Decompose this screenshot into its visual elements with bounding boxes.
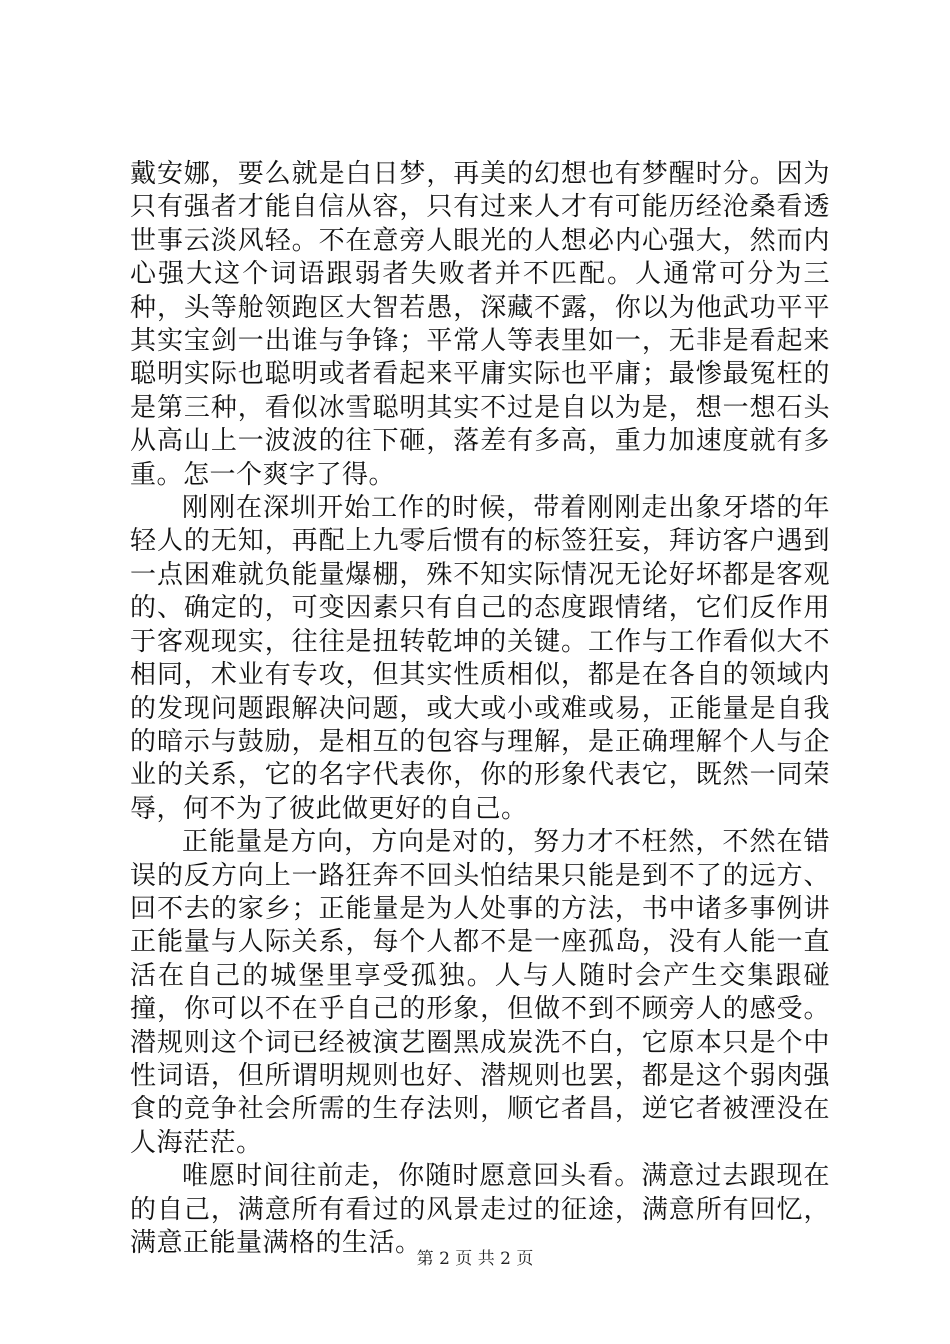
- paragraph-continued: 戴安娜，要么就是白日梦，再美的幻想也有梦醒时分。因为只有强者才能自信从容，只有过来人才有可能历经沧桑看透世事云淡风轻。不在意旁人眼光的人想必内心强大，然而内心强大这个词语跟弱者失败者并不匹配。人通常可分为三种，头等舱领跑区大智若愚，深藏不露，你以为他武功平平其实宝剑一出谁与争锋；平常人等表里如一，无非是看起来聪明实际也聪明或者看起来平庸实际也平庸；最惨最冤枉的是第三种，看似冰雪聪明其实不过是自以为是，想一想石头从高山上一波波的往下砸，落差有多高，重力加速度就有多重。怎一个爽字了得。: [130, 159, 830, 490]
- paragraph: 正能量是方向，方向是对的，努力才不枉然，不然在错误的反方向上一路狂奔不回头怕结果只能是到不了的远方、回不去的家乡；正能量是为人处事的方法，书中诸多事例讲正能量与人际关系，每个人都不是一座孤岛，没有人能一直活在自己的城堡里享受孤独。人与人随时会产生交集跟碰撞，你可以不在乎自己的形象，但做不到不顾旁人的感受。潜规则这个词已经被演艺圈黑成炭洗不白，它原本只是个中性词语，但所谓明规则也好、潜规则也罢，都是这个弱肉强食的竞争社会所需的生存法则，顺它者昌，逆它者被湮没在人海茫茫。: [130, 827, 830, 1158]
- paragraph: 唯愿时间往前走，你随时愿意回头看。满意过去跟现在的自己，满意所有看过的风景走过的征途，满意所有回忆，满意正能量满格的生活。: [130, 1161, 830, 1258]
- page-footer: 第 2 页 共 2 页: [416, 1249, 534, 1269]
- document-body: [130, 158, 830, 1260]
- paragraph: 刚刚在深圳开始工作的时候，带着刚刚走出象牙塔的年轻人的无知，再配上九零后惯有的标签狂妄，拜访客户遇到一点困难就负能量爆棚，殊不知实际情况无论好坏都是客观的、确定的，可变因素只有自己的态度跟情绪，它们反作用于客观现实，往往是扭转乾坤的关键。工作与工作看似大不相同，术业有专攻，但其实性质相似，都是在各自的领域内的发现问题跟解决问题，或大或小或难或易，正能量是自我的暗示与鼓励，是相互的包容与理解，是正确理解个人与企业的关系，它的名字代表你，你的形象代表它，既然一同荣辱，何不为了彼此做更好的自己。: [130, 493, 830, 824]
